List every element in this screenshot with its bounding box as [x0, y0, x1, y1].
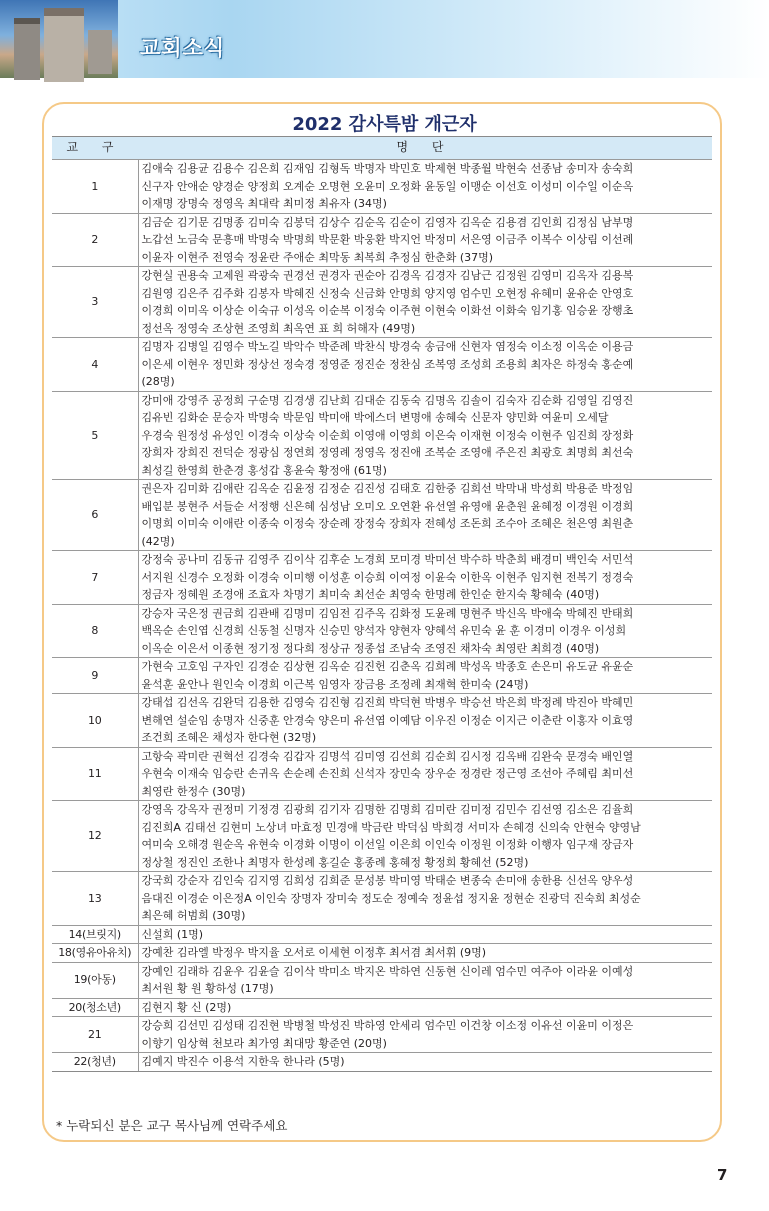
names-cell: 강예찬 김라엘 박정우 박지율 오서로 이세현 이정후 최서겸 최서휘 (9명)	[138, 944, 712, 963]
district-cell: 6	[52, 480, 138, 551]
names-cell: 김예지 박진수 이용석 지한욱 한나라 (5명)	[138, 1053, 712, 1072]
district-cell: 3	[52, 267, 138, 338]
table-row	[52, 998, 712, 1017]
column-header-district: 교 구	[52, 137, 138, 160]
district-cell: 22(청년)	[52, 1053, 138, 1072]
district-cell: 12	[52, 801, 138, 872]
district-cell: 5	[52, 391, 138, 480]
page-number: 7	[717, 1166, 728, 1184]
district-cell: 8	[52, 604, 138, 658]
district-cell: 13	[52, 872, 138, 926]
names-cell: 김금순 김기문 김명종 김미숙 김봉덕 김상수 김순옥 김순이 김영자 김옥순 김용겸 김인희 김정심 남부명 노갑선 노금숙 문흥매 박명숙 박명희 박문환 박웅환 박지언 박정미 서은영 이금주 이복수 이상림 이선례 이윤자 이현주 전영숙 정윤란 주애순 최막동 최복희 추정심 한춘화 (37명)	[138, 213, 712, 267]
district-cell: 14(브릿지)	[52, 925, 138, 944]
table-row	[52, 872, 712, 926]
district-cell: 4	[52, 338, 138, 392]
district-cell: 18(영유아유치)	[52, 944, 138, 963]
column-header-names: 명 단	[138, 137, 712, 160]
table-row	[52, 747, 712, 801]
table-row	[52, 944, 712, 963]
names-cell: 고항숙 곽미란 권혁선 김경숙 김갑자 김명석 김미영 김선희 김순희 김시정 김옥배 김완숙 문경숙 배인열 우현숙 이재숙 임승란 손귀옥 손순례 손진희 신석자 장민숙 장우순 정경란 정근영 조선아 주혜림 최미선 최영란 한정수 (30명)	[138, 747, 712, 801]
district-cell: 20(청소년)	[52, 998, 138, 1017]
table-row	[52, 160, 712, 214]
names-cell: 강정숙 공나미 김동규 김영주 김이삭 김후순 노경희 모미경 박미선 박수하 박춘희 배경미 백인숙 서민석 서지원 신경수 오정화 이경숙 이미행 이성훈 이승희 이여정 이윤숙 이한옥 이현주 임지현 전복기 정경숙 정금자 정혜원 조경애 조효자 차명기 최미숙 최선순 최영숙 한명례 한인순 한지숙 황혜숙 (40명)	[138, 551, 712, 605]
footnote: * 누락되신 분은 교구 목사님께 연락주세요	[56, 1118, 288, 1133]
district-cell: 11	[52, 747, 138, 801]
district-cell: 1	[52, 160, 138, 214]
district-cell: 10	[52, 694, 138, 748]
table-row	[52, 1053, 712, 1072]
table-row	[52, 480, 712, 551]
names-cell: 강승희 김선민 김성태 김진현 박병철 박성진 박하영 안세리 엄수민 이건창 이소정 이유선 이윤미 이정은 이향기 임상혁 천보라 최가영 최대망 황준연 (20명)	[138, 1017, 712, 1053]
table-row	[52, 962, 712, 998]
table-row	[52, 338, 712, 392]
table-row	[52, 925, 712, 944]
names-cell: 김애숙 김용균 김용수 김은희 김재임 김형독 박명자 박민호 박제현 박종월 박현숙 선종남 송미자 송숙희 신구자 안애순 양경순 양정희 오계순 오명현 오윤미 오정화 윤동일 이맹순 이선호 이성미 이수일 이순옥 이재명 장명숙 정영옥 최대락 최미정 최유자 (34명)	[138, 160, 712, 214]
names-cell: 강태섭 김선옥 김완덕 김용한 김영숙 김진형 김진희 박덕현 박병우 박승선 박은희 박정례 박진아 박혜민 변해연 설순임 송명자 신중훈 안경숙 양은미 유선엽 이예담 이우진 이정순 이지근 이춘란 이홍자 이효영 조건희 조혜은 채성자 한다현 (32명)	[138, 694, 712, 748]
table-row	[52, 267, 712, 338]
names-cell: 신설희 (1명)	[138, 925, 712, 944]
names-cell: 권은자 김미화 김애란 김옥순 김윤정 김정순 김진성 김태호 김한중 김희선 박막내 박성희 박용준 박정임 배입분 봉현주 서들순 서정행 신은혜 심성남 오미오 오연환 유선열 유영애 윤춘원 윤혜정 이경원 이경희 이명희 이미숙 이애란 이종숙 이정숙 장순례 장정숙 장희자 전혜성 조돈희 조수아 조혜은 천은영 최원춘 (42명)	[138, 480, 712, 551]
names-cell: 김현지 황 신 (2명)	[138, 998, 712, 1017]
table-row	[52, 551, 712, 605]
names-cell: 강승자 국은정 권금희 김관배 김명미 김임전 김주옥 김화정 도윤례 명현주 박신옥 박애숙 박혜진 반태희 백옥순 손인엽 신경희 신동철 신명자 신승민 양석자 양현자 양혜석 유민숙 윤 훈 이경미 이경우 이성희 이옥순 이은서 이종현 정기정 정다희 정상규 정종섭 조남숙 조영진 채차숙 최영란 최희경 (40명)	[138, 604, 712, 658]
names-cell: 강국희 강순자 김인숙 김지영 김희성 김희준 문성봉 박미영 박태순 변종숙 손미애 송한용 신선옥 양우성 음대진 이경순 이은정A 이인숙 장명자 장미숙 정도순 정예숙 정윤섭 정지윤 정현순 진광덕 진숙희 최성순 최은혜 허범희 (30명)	[138, 872, 712, 926]
district-cell: 7	[52, 551, 138, 605]
attendance-table	[52, 136, 712, 1072]
names-cell: 강영옥 강옥자 권정미 기정경 김광희 김기자 김명한 김명희 김미란 김미정 김민수 김선영 김소은 김율희 김진희A 김태선 김현미 노상녀 마효정 민경애 박금란 박덕심 박희경 서미자 손혜경 신의숙 안현숙 양영남 여미숙 오해경 원순옥 유현숙 이경화 이명이 이선일 이은희 이인숙 이정원 이정화 이행자 임구재 장금자 정상철 정진인 조한나 최명자 한성례 홍길순 홍종례 홍혜정 황정희 황혜선 (52명)	[138, 801, 712, 872]
names-cell: 가현숙 고호임 구자인 김경순 김상현 김옥순 김진헌 김춘옥 김희례 박성옥 박종호 손은미 유도균 유윤순 윤석훈 윤안나 원인숙 이경희 이근복 임영자 장금용 조정례 최재혁 한미숙 (24명)	[138, 658, 712, 694]
district-cell: 2	[52, 213, 138, 267]
table-row	[52, 694, 712, 748]
table-row	[52, 391, 712, 480]
church-building-photo	[0, 0, 118, 78]
names-cell: 강현실 권용숙 고제원 곽광숙 권경선 권경자 권순아 김경옥 김경자 김남근 김정원 김영미 김옥자 김용복 김원영 김은주 김주화 김봉자 박혜진 신정숙 신금화 안명희 양지영 엄수민 오현정 유혜미 윤유순 안영호 이경희 이미옥 이상순 이숙규 이성옥 이순복 이정숙 이주현 이현숙 이화선 이화숙 임기홍 임승윤 장행초 정선옥 정영숙 조상현 조영희 최옥연 표 희 허해자 (49명)	[138, 267, 712, 338]
table-row	[52, 1017, 712, 1053]
table-row	[52, 604, 712, 658]
district-cell: 9	[52, 658, 138, 694]
section-header	[0, 0, 769, 78]
table-row	[52, 658, 712, 694]
district-cell: 21	[52, 1017, 138, 1053]
names-cell: 강미애 강영주 공정희 구순명 김경생 김난희 김대순 김동숙 김명옥 김솔이 김숙자 김순화 김영일 김영진 김유빈 김화순 문승자 박명숙 박문임 박미애 박에스더 변명애 송혜숙 신문자 양민화 여윤미 오세달 우경숙 원정성 유성인 이경숙 이상숙 이순희 이영애 이영희 이은숙 이재현 이정숙 이현주 임진희 장정화 장희자 장희진 전덕순 정광심 정연희 정영례 정영옥 정진애 조복순 조영애 주은진 최광호 최명희 최선숙 최성길 한영희 한춘경 홍성갑 홍윤숙 황정애 (61명)	[138, 391, 712, 480]
section-title: 교회소식	[140, 36, 226, 60]
table-row	[52, 213, 712, 267]
names-cell: 김명자 김병일 김영수 박노길 박악수 박준례 박찬식 방경숙 송금애 신현자 염정숙 이소정 이옥순 이용금 이은세 이현우 정민화 정상선 정숙경 정영준 정진순 정찬심 조복영 조성희 조용희 최자은 하정숙 홍순예 (28명)	[138, 338, 712, 392]
district-cell: 19(아동)	[52, 962, 138, 998]
names-cell: 강예인 김래하 김윤우 김윤슬 김이삭 박미소 박지온 박하연 신동현 신이레 엄수민 여주아 이라윤 이예성 최서원 황 원 황하성 (17명)	[138, 962, 712, 998]
table-row	[52, 801, 712, 872]
table-header-row	[52, 137, 712, 160]
document-title: 2022 감사특밤 개근자	[292, 114, 477, 135]
